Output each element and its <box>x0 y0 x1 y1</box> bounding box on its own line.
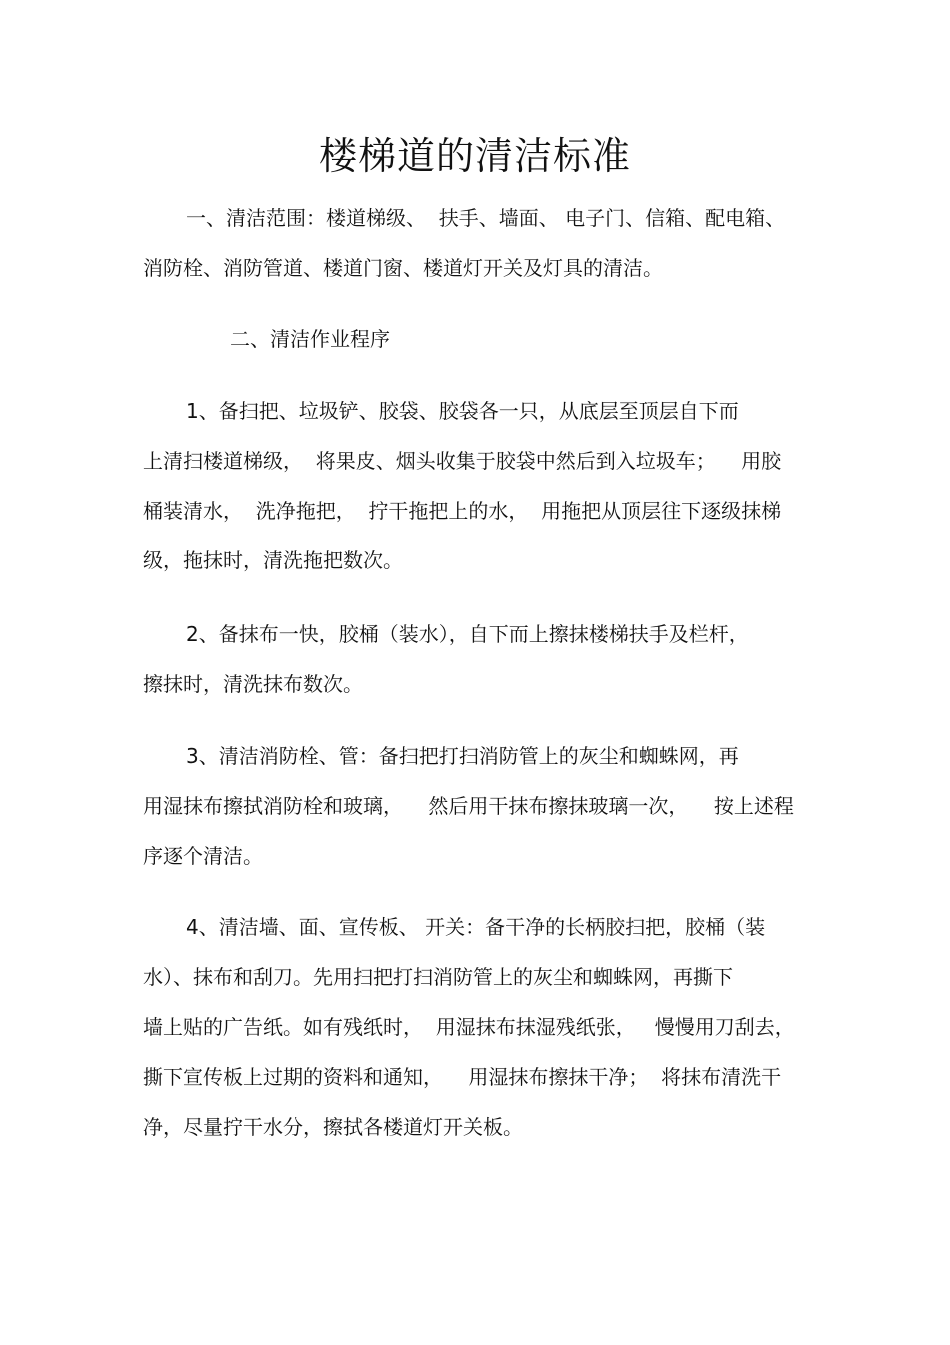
step-4-line-2: 水）、抹布和刮刀。先用扫把打扫消防管上的灰尘和蜘蛛网，再撕下 <box>143 965 733 989</box>
step-1-line-1: 1、备扫把、垃圾铲、胶袋、胶袋各一只，从底层至顶层自下而 <box>186 399 739 423</box>
step-1-line-3: 桶装清水， 洗净拖把， 拧干拖把上的水， 用拖把从顶层往下逐级抹梯 <box>143 499 782 523</box>
section-heading-procedure: 二、清洁作业程序 <box>230 327 390 351</box>
step-1-line-2: 上清扫楼道梯级， 将果皮、烟头收集于胶袋中然后到入垃圾车； 用胶 <box>143 449 782 473</box>
step-4-line-4: 撕下宣传板上过期的资料和通知， 用湿抹布擦抹干净； 将抹布清洗干 <box>143 1065 782 1089</box>
step-3-line-1: 3、清洁消防栓、管：备扫把打扫消防管上的灰尘和蜘蛛网，再 <box>186 744 739 768</box>
step-2-line-2: 擦抹时，清洗抹布数次。 <box>143 672 363 696</box>
step-2-line-1: 2、备抹布一快，胶桶（装水），自下而上擦抹楼梯扶手及栏杆， <box>186 622 749 646</box>
step-4-line-5: 净，尽量拧干水分，擦拭各楼道灯开关板。 <box>143 1115 523 1139</box>
step-4-line-3: 墙上贴的广告纸。如有残纸时， 用湿抹布抹湿残纸张， 慢慢用刀刮去， <box>143 1015 795 1039</box>
step-3-line-2: 用湿抹布擦拭消防栓和玻璃， 然后用干抹布擦抹玻璃一次， 按上述程 <box>143 794 794 818</box>
step-3-line-3: 序逐个清洁。 <box>143 844 263 868</box>
scope-line-1: 一、清洁范围：楼道梯级、 扶手、墙面、 电子门、信箱、配电箱、 <box>186 206 786 230</box>
step-1-line-4: 级，拖抹时，清洗拖把数次。 <box>143 548 403 572</box>
scope-line-2: 消防栓、消防管道、楼道门窗、楼道灯开关及灯具的清洁。 <box>143 256 663 280</box>
step-4-line-1: 4、清洁墙、面、宣传板、 开关：备干净的长柄胶扫把，胶桶（装 <box>186 915 766 939</box>
document-title: 楼梯道的清洁标准 <box>318 134 631 178</box>
